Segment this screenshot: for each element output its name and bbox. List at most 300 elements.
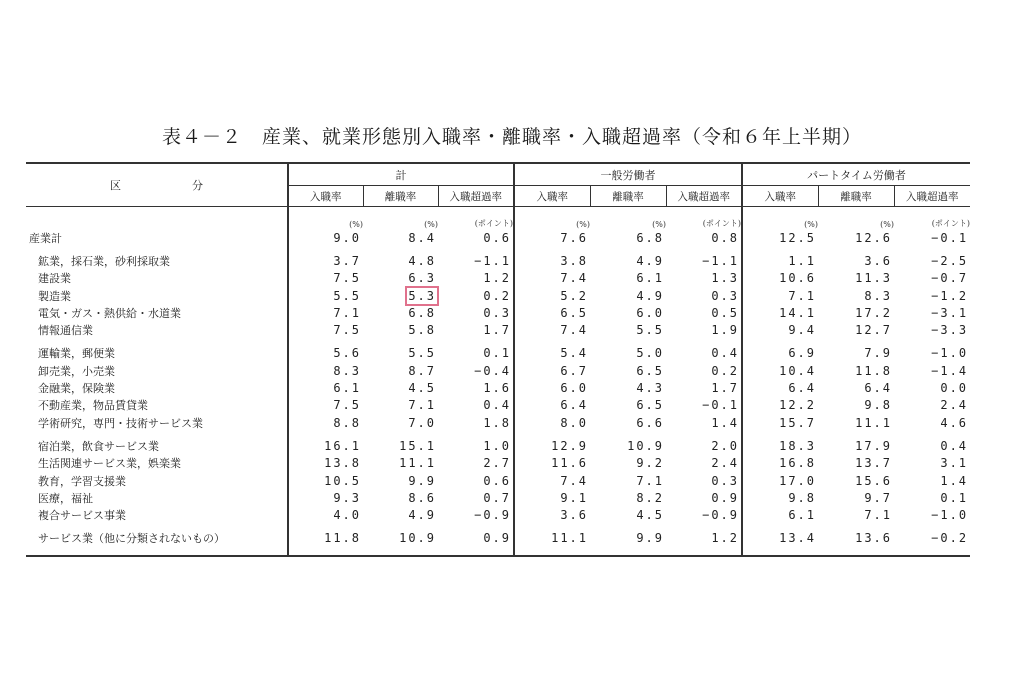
- value-text: 3.6: [560, 508, 589, 523]
- value-text: 5.5: [408, 346, 436, 361]
- value-text: 6.0: [636, 305, 665, 320]
- value-text: 9.9: [408, 473, 436, 488]
- table-title: 表４－２ 産業、就業形態別入職率・離職率・入職超過率（令和６年上半期）: [161, 126, 862, 148]
- value-cell: [288, 414, 363, 431]
- value-text: 7.1: [408, 398, 436, 413]
- table-body: [26, 207, 970, 557]
- value-text: 1.0: [483, 438, 512, 453]
- value-cell: [894, 362, 970, 379]
- value-cell: [666, 397, 742, 414]
- value-text: 0.0: [940, 381, 969, 396]
- value-cell: [590, 270, 666, 287]
- value-cell: [438, 437, 514, 454]
- value-text: 6.7: [560, 363, 589, 378]
- value-cell: [514, 270, 590, 287]
- value-cell: [818, 397, 894, 414]
- value-text: 8.4: [408, 230, 436, 245]
- value-cell: [894, 489, 970, 506]
- value-text: 2.7: [483, 456, 512, 471]
- value-text: 3.1: [940, 456, 969, 471]
- value-text: 12.9: [551, 438, 589, 453]
- value-cell: [590, 397, 666, 414]
- value-cell: [514, 414, 590, 431]
- value-text: 6.5: [636, 363, 665, 378]
- value-text: 1.1: [788, 253, 817, 268]
- unit-label: (%): [424, 220, 438, 229]
- row-label: 産業計: [29, 231, 62, 245]
- value-cell: [438, 345, 514, 362]
- row-label: 鉱業，採石業，砂利採取業: [38, 254, 170, 268]
- value-text: 12.7: [855, 323, 893, 338]
- value-cell: [742, 414, 818, 431]
- value-text: −1.2: [931, 288, 969, 303]
- value-cell: [514, 252, 590, 269]
- value-cell: [514, 437, 590, 454]
- value-cell: [894, 345, 970, 362]
- value-cell: [288, 287, 363, 304]
- value-text: 17.2: [855, 305, 893, 320]
- value-text: 9.1: [560, 490, 589, 505]
- value-text: 4.8: [408, 253, 436, 268]
- value-cell: [666, 506, 742, 523]
- value-text: 6.9: [788, 346, 817, 361]
- value-text: 0.5: [711, 305, 740, 320]
- table-row: [26, 379, 970, 396]
- value-cell: [363, 530, 438, 547]
- value-text: 6.4: [788, 381, 817, 396]
- value-text: 5.5: [333, 288, 361, 303]
- value-text: 13.7: [855, 456, 893, 471]
- value-cell: [438, 229, 514, 246]
- value-text: −0.1: [931, 230, 969, 245]
- value-cell: [818, 270, 894, 287]
- value-text: 8.3: [333, 363, 361, 378]
- value-cell: [514, 489, 590, 506]
- value-text: 11.3: [855, 271, 893, 286]
- table-row: [26, 530, 970, 547]
- value-text: 0.9: [483, 531, 512, 546]
- value-text: 1.8: [483, 415, 512, 430]
- value-text: 17.9: [855, 438, 893, 453]
- value-text: 0.4: [483, 398, 512, 413]
- row-label: 電気・ガス・熱供給・水道業: [38, 306, 181, 320]
- value-text: 12.6: [855, 230, 893, 245]
- value-cell: [514, 321, 590, 338]
- value-cell: [894, 321, 970, 338]
- value-cell: [438, 455, 514, 472]
- value-text: 7.5: [333, 323, 361, 338]
- value-cell: [742, 437, 818, 454]
- value-text: −0.9: [702, 508, 740, 523]
- row-label: 製造業: [38, 289, 71, 303]
- value-text: 7.1: [333, 305, 361, 320]
- table-row: [26, 489, 970, 506]
- unit-row: [26, 207, 970, 230]
- value-text: 16.8: [779, 456, 817, 471]
- row-label: 学術研究，専門・技術サービス業: [38, 416, 203, 430]
- value-text: 9.9: [636, 531, 665, 546]
- value-cell: [363, 437, 438, 454]
- row-label: 生活関連サービス業，娯楽業: [38, 457, 181, 471]
- table-row: [26, 345, 970, 362]
- value-cell: [590, 287, 666, 304]
- value-text: 0.9: [711, 490, 740, 505]
- value-cell: [438, 414, 514, 431]
- value-cell: [742, 252, 818, 269]
- group-header-parttime: パートタイム労働者: [742, 163, 970, 186]
- highlighted-value: 5.3: [408, 288, 436, 303]
- table-row: [26, 287, 970, 304]
- value-text: 7.6: [560, 230, 589, 245]
- value-text: −3.1: [931, 305, 969, 320]
- value-cell: [666, 287, 742, 304]
- value-text: 0.8: [711, 230, 740, 245]
- value-cell: [514, 379, 590, 396]
- value-cell: [514, 287, 590, 304]
- value-cell: [742, 455, 818, 472]
- value-text: 9.4: [788, 323, 817, 338]
- unit-label: (ポイント): [474, 219, 514, 228]
- value-text: 0.7: [483, 490, 512, 505]
- value-text: 2.0: [711, 438, 740, 453]
- value-cell: [742, 270, 818, 287]
- value-cell: [818, 472, 894, 489]
- value-text: 0.1: [940, 490, 969, 505]
- col-header: 入職率: [742, 186, 818, 207]
- value-cell: [363, 506, 438, 523]
- value-cell: [666, 472, 742, 489]
- value-text: 10.4: [779, 363, 817, 378]
- value-text: 12.2: [779, 398, 817, 413]
- value-text: 5.5: [636, 323, 665, 338]
- unit-label: (%): [742, 207, 818, 230]
- value-text: 3.8: [560, 253, 589, 268]
- value-text: 10.5: [324, 473, 361, 488]
- value-text: −0.4: [474, 363, 512, 378]
- col-header: 入職超過率: [666, 186, 742, 207]
- value-text: 0.3: [711, 288, 740, 303]
- value-text: 8.2: [636, 490, 665, 505]
- value-cell: [666, 252, 742, 269]
- value-cell: [894, 304, 970, 321]
- value-cell: [666, 321, 742, 338]
- table-row: [26, 455, 970, 472]
- value-cell: [894, 229, 970, 246]
- value-text: 0.6: [483, 230, 512, 245]
- value-text: 8.6: [408, 490, 436, 505]
- value-cell: [818, 489, 894, 506]
- value-text: 1.7: [711, 381, 740, 396]
- value-text: −2.5: [931, 253, 969, 268]
- value-cell: [288, 229, 363, 246]
- value-text: 0.3: [483, 305, 512, 320]
- value-cell: [742, 229, 818, 246]
- value-text: 4.9: [408, 508, 436, 523]
- value-cell: [363, 362, 438, 379]
- value-cell: [818, 345, 894, 362]
- value-cell: [288, 437, 363, 454]
- value-cell: [288, 530, 363, 547]
- value-cell: [742, 287, 818, 304]
- value-text: 8.3: [864, 288, 893, 303]
- unit-spacer: [26, 207, 288, 230]
- value-cell: [666, 455, 742, 472]
- value-text: 1.3: [711, 271, 740, 286]
- value-text: 8.7: [408, 363, 436, 378]
- value-text: 10.9: [399, 531, 436, 546]
- value-text: 6.5: [636, 398, 665, 413]
- value-text: 12.5: [779, 230, 817, 245]
- value-text: −0.1: [702, 398, 740, 413]
- value-cell: [818, 252, 894, 269]
- value-cell: [363, 321, 438, 338]
- value-cell: [363, 489, 438, 506]
- value-cell: [590, 455, 666, 472]
- value-text: 13.8: [324, 456, 361, 471]
- value-cell: [742, 379, 818, 396]
- value-cell: [590, 506, 666, 523]
- value-text: 6.1: [333, 381, 361, 396]
- value-cell: [288, 304, 363, 321]
- value-cell: [438, 304, 514, 321]
- value-cell: [514, 304, 590, 321]
- value-cell: [666, 229, 742, 246]
- table-row: [26, 472, 970, 489]
- value-cell: [742, 362, 818, 379]
- value-cell: [742, 345, 818, 362]
- value-cell: [590, 472, 666, 489]
- value-text: 7.5: [333, 271, 361, 286]
- row-label: 卸売業，小売業: [38, 364, 115, 378]
- value-cell: [818, 362, 894, 379]
- value-cell: [288, 379, 363, 396]
- value-cell: [894, 270, 970, 287]
- table-row: [26, 304, 970, 321]
- value-text: 18.3: [779, 438, 817, 453]
- value-text: 15.1: [399, 438, 436, 453]
- value-text: 6.8: [408, 305, 436, 320]
- value-cell: [590, 321, 666, 338]
- value-text: 1.4: [940, 473, 969, 488]
- value-text: 5.0: [636, 346, 665, 361]
- value-cell: [894, 379, 970, 396]
- value-cell: [363, 304, 438, 321]
- value-cell: [666, 304, 742, 321]
- value-cell: [818, 379, 894, 396]
- value-cell: [894, 472, 970, 489]
- group-header-total: 計: [288, 163, 514, 186]
- value-text: 1.2: [711, 531, 740, 546]
- value-text: 6.4: [864, 381, 893, 396]
- value-text: 11.1: [855, 415, 893, 430]
- value-cell: [666, 489, 742, 506]
- value-text: 6.4: [560, 398, 589, 413]
- value-text: 3.6: [864, 253, 893, 268]
- value-cell: [514, 506, 590, 523]
- value-cell: [590, 362, 666, 379]
- value-text: 15.7: [779, 415, 817, 430]
- value-cell: [742, 397, 818, 414]
- value-cell: [666, 270, 742, 287]
- value-cell: [438, 252, 514, 269]
- value-text: 13.4: [779, 531, 817, 546]
- value-cell: [590, 437, 666, 454]
- value-cell: [666, 379, 742, 396]
- value-text: 7.9: [864, 346, 893, 361]
- value-text: 11.8: [324, 531, 361, 546]
- value-cell: [818, 287, 894, 304]
- value-text: 17.0: [779, 473, 817, 488]
- value-text: 6.8: [636, 230, 665, 245]
- row-label: 宿泊業，飲食サービス業: [38, 439, 159, 453]
- value-cell: [514, 397, 590, 414]
- value-cell: [438, 362, 514, 379]
- value-text: 13.6: [855, 531, 893, 546]
- value-cell: [363, 455, 438, 472]
- value-cell: [438, 397, 514, 414]
- value-text: 7.4: [560, 473, 589, 488]
- value-text: 7.1: [864, 508, 893, 523]
- value-text: 6.1: [636, 271, 665, 286]
- value-cell: [363, 345, 438, 362]
- value-cell: [590, 530, 666, 547]
- table-row: [26, 362, 970, 379]
- value-text: −1.1: [702, 253, 740, 268]
- value-cell: [438, 472, 514, 489]
- value-cell: [438, 379, 514, 396]
- value-text: 1.6: [483, 381, 512, 396]
- value-text: 7.1: [788, 288, 817, 303]
- value-text: 4.3: [636, 381, 665, 396]
- unit-label: (ポイント): [931, 219, 971, 228]
- value-text: 14.1: [779, 305, 817, 320]
- value-cell: [363, 379, 438, 396]
- value-cell: [288, 455, 363, 472]
- value-text: 0.2: [483, 288, 512, 303]
- unit-label: (ポイント): [702, 219, 742, 228]
- row-label: サービス業（他に分類されないもの）: [38, 532, 225, 546]
- value-text: 9.0: [333, 230, 361, 245]
- value-cell: [438, 287, 514, 304]
- value-text: 6.1: [788, 508, 817, 523]
- value-cell: [438, 530, 514, 547]
- value-text: 5.8: [408, 323, 436, 338]
- value-text: 0.1: [483, 346, 512, 361]
- value-text: 2.4: [711, 456, 740, 471]
- row-label: 金融業，保険業: [38, 382, 115, 396]
- unit-label: (%): [288, 207, 363, 230]
- value-cell: [894, 437, 970, 454]
- value-text: 6.3: [408, 271, 436, 286]
- value-text: 11.1: [551, 531, 589, 546]
- value-cell: [514, 455, 590, 472]
- row-label: 建設業: [38, 272, 71, 286]
- value-cell: [666, 414, 742, 431]
- value-cell: [363, 229, 438, 246]
- value-cell: [288, 489, 363, 506]
- value-text: 5.6: [333, 346, 361, 361]
- unit-label: (%): [880, 220, 895, 229]
- value-cell: [818, 321, 894, 338]
- value-cell: [363, 472, 438, 489]
- value-cell: [742, 304, 818, 321]
- value-text: 11.1: [399, 456, 436, 471]
- value-text: 6.6: [636, 415, 665, 430]
- col-header: 入職超過率: [438, 186, 514, 207]
- value-cell: [590, 489, 666, 506]
- value-text: 2.4: [940, 398, 969, 413]
- value-text: 4.9: [636, 253, 665, 268]
- value-cell: [514, 229, 590, 246]
- value-text: 0.6: [483, 473, 512, 488]
- value-text: 9.2: [636, 456, 665, 471]
- value-text: 1.2: [483, 271, 512, 286]
- value-text: 1.4: [711, 415, 740, 430]
- table-row: [26, 397, 970, 414]
- value-cell: [288, 345, 363, 362]
- value-cell: [438, 506, 514, 523]
- table-row: [26, 321, 970, 338]
- value-cell: [818, 304, 894, 321]
- value-cell: [514, 362, 590, 379]
- value-cell: [288, 270, 363, 287]
- value-cell: [438, 321, 514, 338]
- value-text: 7.5: [333, 398, 361, 413]
- value-cell: [818, 414, 894, 431]
- value-text: 4.0: [333, 508, 361, 523]
- value-text: 4.6: [940, 415, 969, 430]
- value-text: 9.7: [864, 490, 893, 505]
- value-cell: [590, 345, 666, 362]
- value-cell: [288, 397, 363, 414]
- value-text: 1.9: [711, 323, 740, 338]
- value-cell: [590, 252, 666, 269]
- value-text: 6.0: [560, 381, 589, 396]
- value-cell: [363, 270, 438, 287]
- row-label: 医療，福祉: [38, 491, 93, 505]
- value-text: 7.0: [408, 415, 436, 430]
- value-text: 0.4: [940, 438, 969, 453]
- value-cell: [894, 252, 970, 269]
- group-header-general: 一般労働者: [514, 163, 742, 186]
- value-text: 4.5: [636, 508, 665, 523]
- value-text: −1.1: [474, 253, 512, 268]
- value-cell: [666, 345, 742, 362]
- value-text: 5.2: [560, 288, 589, 303]
- value-text: −0.7: [931, 271, 969, 286]
- value-text: 16.1: [324, 438, 361, 453]
- value-cell: [363, 252, 438, 269]
- turnover-table: [26, 162, 970, 557]
- value-cell: [894, 455, 970, 472]
- value-text: 8.8: [333, 415, 361, 430]
- value-text: 5.4: [560, 346, 589, 361]
- value-cell: [590, 379, 666, 396]
- value-cell: [288, 252, 363, 269]
- header-row-groups: [26, 163, 970, 186]
- value-cell: [590, 414, 666, 431]
- value-text: −1.0: [931, 346, 969, 361]
- value-text: −3.3: [931, 323, 969, 338]
- row-label: 情報通信業: [38, 324, 93, 338]
- value-text: 11.6: [551, 456, 589, 471]
- kubun-header: 区 分: [26, 163, 288, 207]
- value-text: 7.4: [560, 323, 589, 338]
- value-text: 9.8: [864, 398, 893, 413]
- table-row: [26, 229, 970, 246]
- value-cell: [363, 397, 438, 414]
- value-text: 6.5: [560, 305, 589, 320]
